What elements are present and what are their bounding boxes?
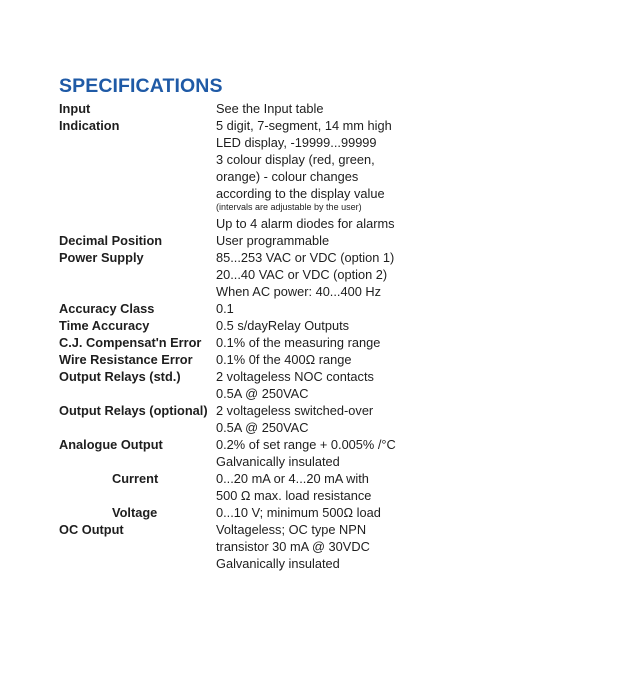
spec-value bbox=[216, 504, 479, 521]
spec-label: Voltage bbox=[112, 505, 158, 520]
spec-label: Accuracy Class bbox=[59, 301, 155, 316]
spec-value-line: See the Input table bbox=[216, 101, 324, 116]
spec-value bbox=[216, 351, 479, 368]
spec-row-input bbox=[59, 100, 479, 117]
spec-value-line: according to the display value bbox=[216, 186, 385, 201]
page-title: SPECIFICATIONS bbox=[59, 75, 223, 97]
spec-value-line: Voltageless; OC type NPN bbox=[216, 522, 367, 537]
spec-table bbox=[59, 100, 479, 572]
spec-label: Decimal Position bbox=[59, 233, 163, 248]
spec-value-line: 0.1% 0f the 400Ω range bbox=[216, 352, 352, 367]
spec-label: Time Accuracy bbox=[59, 318, 150, 333]
spec-label: C.J. Compensat'n Error bbox=[59, 335, 202, 350]
spec-value-line: 3 colour display (red, green, bbox=[216, 152, 375, 167]
spec-value-line: 0.1% of the measuring range bbox=[216, 335, 381, 350]
spec-value-line: Galvanically insulated bbox=[216, 454, 340, 469]
spec-label: Input bbox=[59, 101, 91, 116]
spec-label: Power Supply bbox=[59, 250, 144, 265]
spec-value bbox=[216, 317, 479, 334]
spec-value-line: 500 Ω max. load resistance bbox=[216, 488, 372, 503]
spec-value bbox=[216, 334, 479, 351]
spec-label: Indication bbox=[59, 118, 120, 133]
spec-row-power-supply bbox=[59, 249, 479, 300]
spec-row-voltage bbox=[59, 504, 479, 521]
spec-label: Analogue Output bbox=[59, 437, 163, 452]
spec-value-line: When AC power: 40...400 Hz bbox=[216, 284, 382, 299]
spec-row-wire-resistance-error bbox=[59, 351, 479, 368]
spec-value-line: Up to 4 alarm diodes for alarms bbox=[216, 216, 395, 231]
spec-row-indication bbox=[59, 117, 479, 232]
spec-value-line: 20...40 VAC or VDC (option 2) bbox=[216, 267, 388, 282]
spec-value bbox=[216, 300, 479, 317]
spec-value-line: LED display, -19999...99999 bbox=[216, 135, 377, 150]
spec-label: Output Relays (optional) bbox=[59, 403, 208, 418]
spec-value bbox=[216, 436, 479, 470]
spec-value-note: (intervals are adjustable by the user) bbox=[216, 202, 362, 212]
spec-value bbox=[216, 100, 479, 117]
spec-value-line: 0.1 bbox=[216, 301, 234, 316]
spec-value bbox=[216, 368, 479, 402]
spec-row-accuracy-class bbox=[59, 300, 479, 317]
spec-value-line: 85...253 VAC or VDC (option 1) bbox=[216, 250, 395, 265]
spec-row-cj-compensation-error bbox=[59, 334, 479, 351]
spec-value-line: 0...20 mA or 4...20 mA with bbox=[216, 471, 369, 486]
spec-value bbox=[216, 470, 479, 504]
spec-value bbox=[216, 232, 479, 249]
spec-value-line: User programmable bbox=[216, 233, 330, 248]
spec-label: Current bbox=[112, 471, 159, 486]
spec-value-line: Galvanically insulated bbox=[216, 556, 340, 571]
spec-label: Wire Resistance Error bbox=[59, 352, 193, 367]
spec-row-output-relays-std bbox=[59, 368, 479, 402]
spec-value-line: 5 digit, 7-segment, 14 mm high bbox=[216, 118, 392, 133]
spec-value-line: 0.5 s/dayRelay Outputs bbox=[216, 318, 350, 333]
spec-row-oc-output bbox=[59, 521, 479, 572]
spec-label: Output Relays (std.) bbox=[59, 369, 181, 384]
spec-value bbox=[216, 402, 479, 436]
spec-row-output-relays-optional bbox=[59, 402, 479, 436]
spec-value-line: 0.5A @ 250VAC bbox=[216, 386, 309, 401]
spec-value bbox=[216, 249, 479, 300]
spec-value bbox=[216, 117, 479, 232]
spec-value-line: transistor 30 mA @ 30VDC bbox=[216, 539, 370, 554]
spec-value-line: 2 voltageless switched-over bbox=[216, 403, 374, 418]
spec-row-decimal-position bbox=[59, 232, 479, 249]
spec-value-line: 0.5A @ 250VAC bbox=[216, 420, 309, 435]
spec-value-line: 0.2% of set range + 0.005% /°C bbox=[216, 437, 396, 452]
spec-row-time-accuracy bbox=[59, 317, 479, 334]
spec-value-line: orange) - colour changes bbox=[216, 169, 359, 184]
spec-value-line: 0...10 V; minimum 500Ω load bbox=[216, 505, 381, 520]
spec-value-line: 2 voltageless NOC contacts bbox=[216, 369, 374, 384]
spec-row-analogue-output bbox=[59, 436, 479, 470]
spec-row-current bbox=[59, 470, 479, 504]
spec-value bbox=[216, 521, 479, 572]
spec-label: OC Output bbox=[59, 522, 124, 537]
